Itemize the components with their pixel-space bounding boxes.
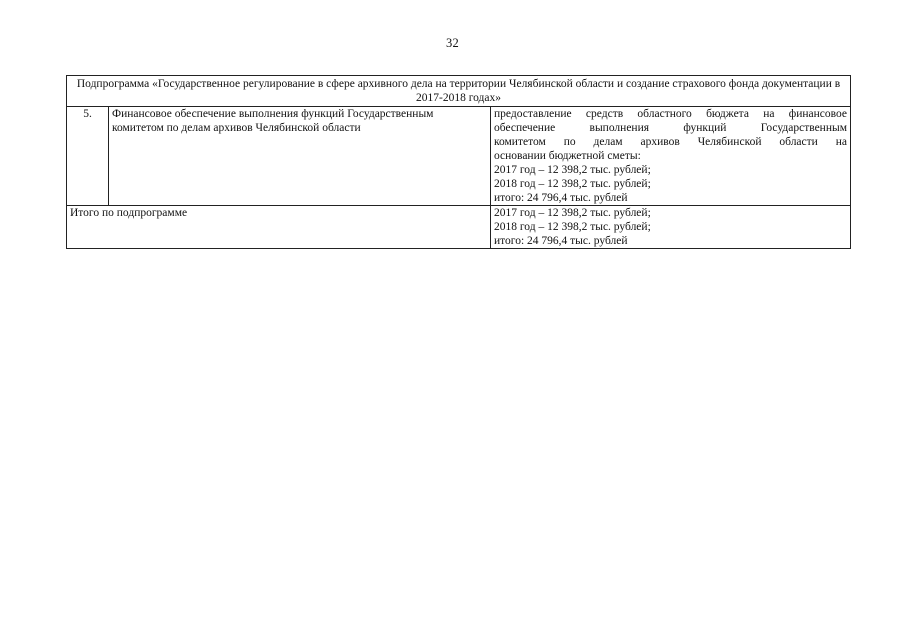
table-row (67, 107, 851, 206)
page-number: 32 (446, 36, 459, 50)
subprogram-title: Подпрограмма «Государственное регулирование в сфере архивного дела на территории Челябинской области и создание страхового фонда документации в 2017-2018 годах» (67, 76, 851, 107)
description-line: предоставление средств областного бюджета на финансовое (494, 108, 847, 120)
funding-total: итого: 24 796,4 тыс. рублей (494, 192, 628, 204)
subprogram-table (66, 75, 851, 249)
total-2018: 2018 год – 12 398,2 тыс. рублей; (494, 221, 651, 233)
description-line: обеспечение выполнения функций Государственным (494, 122, 847, 134)
description-line: комитетом по делам архивов Челябинской области на (494, 136, 847, 148)
funding-2017: 2017 год – 12 398,2 тыс. рублей; (494, 164, 651, 176)
funding-2018: 2018 год – 12 398,2 тыс. рублей; (494, 178, 651, 190)
total-sum: итого: 24 796,4 тыс. рублей (494, 235, 628, 247)
row-measure-name: Финансовое обеспечение выполнения функций Государственным комитетом по делам архивов Челябинской области (109, 107, 491, 206)
table-total-row (67, 206, 851, 249)
total-values (491, 206, 851, 249)
description-line: основании бюджетной сметы: (494, 150, 641, 162)
row-number: 5. (67, 107, 109, 206)
table-header-row (67, 76, 851, 107)
total-2017: 2017 год – 12 398,2 тыс. рублей; (494, 207, 651, 219)
row-description (491, 107, 851, 206)
total-label: Итого по подпрограмме (67, 206, 491, 249)
